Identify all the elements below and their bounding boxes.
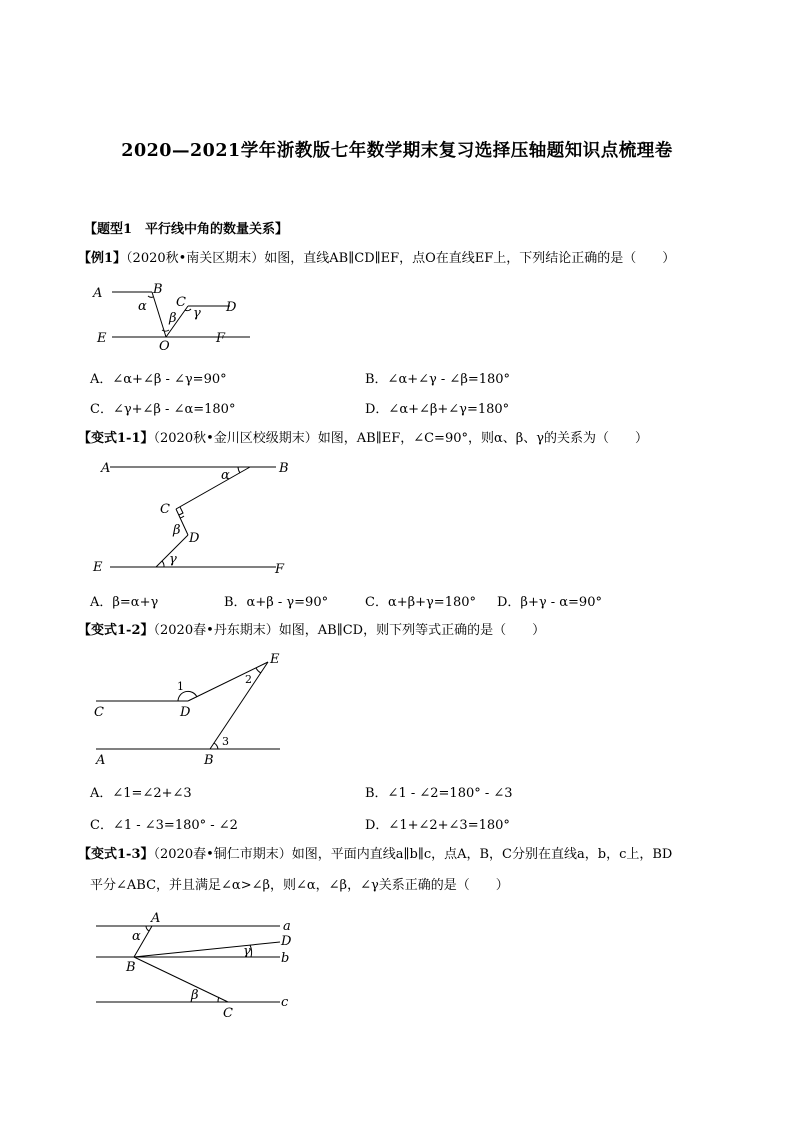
label-F: F bbox=[216, 331, 226, 346]
figure-variant-1-1 bbox=[90, 455, 300, 580]
question-1 bbox=[78, 249, 675, 269]
option-c: C．∠1 - ∠3=180° - ∠2 bbox=[90, 818, 238, 833]
label-gamma: γ bbox=[169, 552, 177, 567]
option-b: B．∠α+∠γ - ∠β=180° bbox=[365, 372, 511, 387]
option-d: D．∠1+∠2+∠3=180° bbox=[365, 818, 510, 833]
option-b: B．α+β - γ=90° bbox=[224, 595, 329, 610]
label-F: F bbox=[275, 562, 285, 577]
label-A: A bbox=[101, 461, 111, 476]
label-c: c bbox=[281, 995, 289, 1010]
question-3 bbox=[78, 621, 545, 641]
label-A: A bbox=[93, 286, 103, 301]
label-gamma: γ bbox=[243, 944, 251, 959]
option-c: C．∠γ+∠β - ∠α=180° bbox=[90, 402, 236, 417]
label-alpha: α bbox=[221, 468, 230, 483]
label-C: C bbox=[160, 502, 170, 517]
label-B: B bbox=[153, 282, 163, 297]
label-b: b bbox=[281, 951, 290, 966]
label-A: A bbox=[96, 753, 106, 768]
label-D: D bbox=[180, 705, 191, 720]
label-A: A bbox=[151, 911, 161, 926]
figure-variant-1-2 bbox=[90, 648, 290, 768]
label-C: C bbox=[94, 705, 104, 720]
label-D: D bbox=[226, 300, 237, 315]
label-beta: β bbox=[191, 988, 199, 1003]
question-text: （2020秋•金川区校级期末）如图，AB∥EF，∠C=90°，则α、β、γ的关系为（ ） bbox=[153, 431, 649, 446]
label-E: E bbox=[97, 331, 107, 346]
label-E: E bbox=[93, 560, 103, 575]
question-text: （2020秋•南关区期末）如图，直线AB∥CD∥EF，点O在直线EF上，下列结论正确的是（ ） bbox=[126, 251, 676, 266]
section-heading: 【题型1 平行线中角的数量关系】 bbox=[84, 222, 289, 237]
question-text: （2020春•丹东期末）如图，AB∥CD，则下列等式正确的是（ ） bbox=[153, 623, 546, 638]
label-a: a bbox=[283, 919, 291, 934]
label-D: D bbox=[189, 531, 200, 546]
question-4 bbox=[78, 845, 672, 865]
question-text: （2020春•铜仁市期末）如图，平面内直线a∥b∥c，点A，B，C分别在直线a，b，c上，BD bbox=[153, 847, 673, 862]
option-d: D．∠α+∠β+∠γ=180° bbox=[365, 402, 510, 417]
option-a: A．∠1=∠2+∠3 bbox=[90, 786, 192, 801]
question-2 bbox=[78, 429, 648, 449]
option-a: A．β=α+γ bbox=[90, 595, 159, 610]
label-E: E bbox=[270, 652, 280, 667]
label-gamma: γ bbox=[193, 306, 201, 321]
label-angle-1: 1 bbox=[177, 680, 184, 693]
label-alpha: α bbox=[132, 929, 141, 944]
label-alpha: α bbox=[138, 299, 147, 314]
label-beta: β bbox=[173, 523, 181, 538]
question-4-line-2: 平分∠ABC，并且满足∠α>∠β，则∠α，∠β，∠γ关系正确的是（ ） bbox=[90, 878, 509, 893]
question-label: 【例1】 bbox=[78, 251, 127, 266]
label-O: O bbox=[159, 339, 170, 354]
figure-example-1 bbox=[90, 280, 270, 355]
label-angle-3: 3 bbox=[222, 735, 229, 748]
page-title: 2020—2021学年浙教版七年数学期末复习选择压轴题知识点梳理卷 bbox=[121, 141, 673, 161]
label-C: C bbox=[223, 1006, 233, 1021]
option-d: D．β+γ - α=90° bbox=[497, 595, 602, 610]
label-beta: β bbox=[169, 311, 177, 326]
label-C: C bbox=[176, 295, 186, 310]
option-a: A．∠α+∠β - ∠γ=90° bbox=[90, 372, 227, 387]
label-B: B bbox=[204, 753, 214, 768]
question-label: 【变式1-2】 bbox=[78, 623, 154, 638]
label-B: B bbox=[126, 960, 136, 975]
question-label: 【变式1-3】 bbox=[78, 847, 154, 862]
label-B: B bbox=[279, 461, 289, 476]
label-D: D bbox=[281, 934, 292, 949]
option-c: C．α+β+γ=180° bbox=[365, 595, 477, 610]
option-b: B．∠1 - ∠2=180° - ∠3 bbox=[365, 786, 513, 801]
label-angle-2: 2 bbox=[245, 673, 252, 686]
figure-variant-1-3 bbox=[90, 905, 315, 1020]
question-label: 【变式1-1】 bbox=[78, 431, 154, 446]
